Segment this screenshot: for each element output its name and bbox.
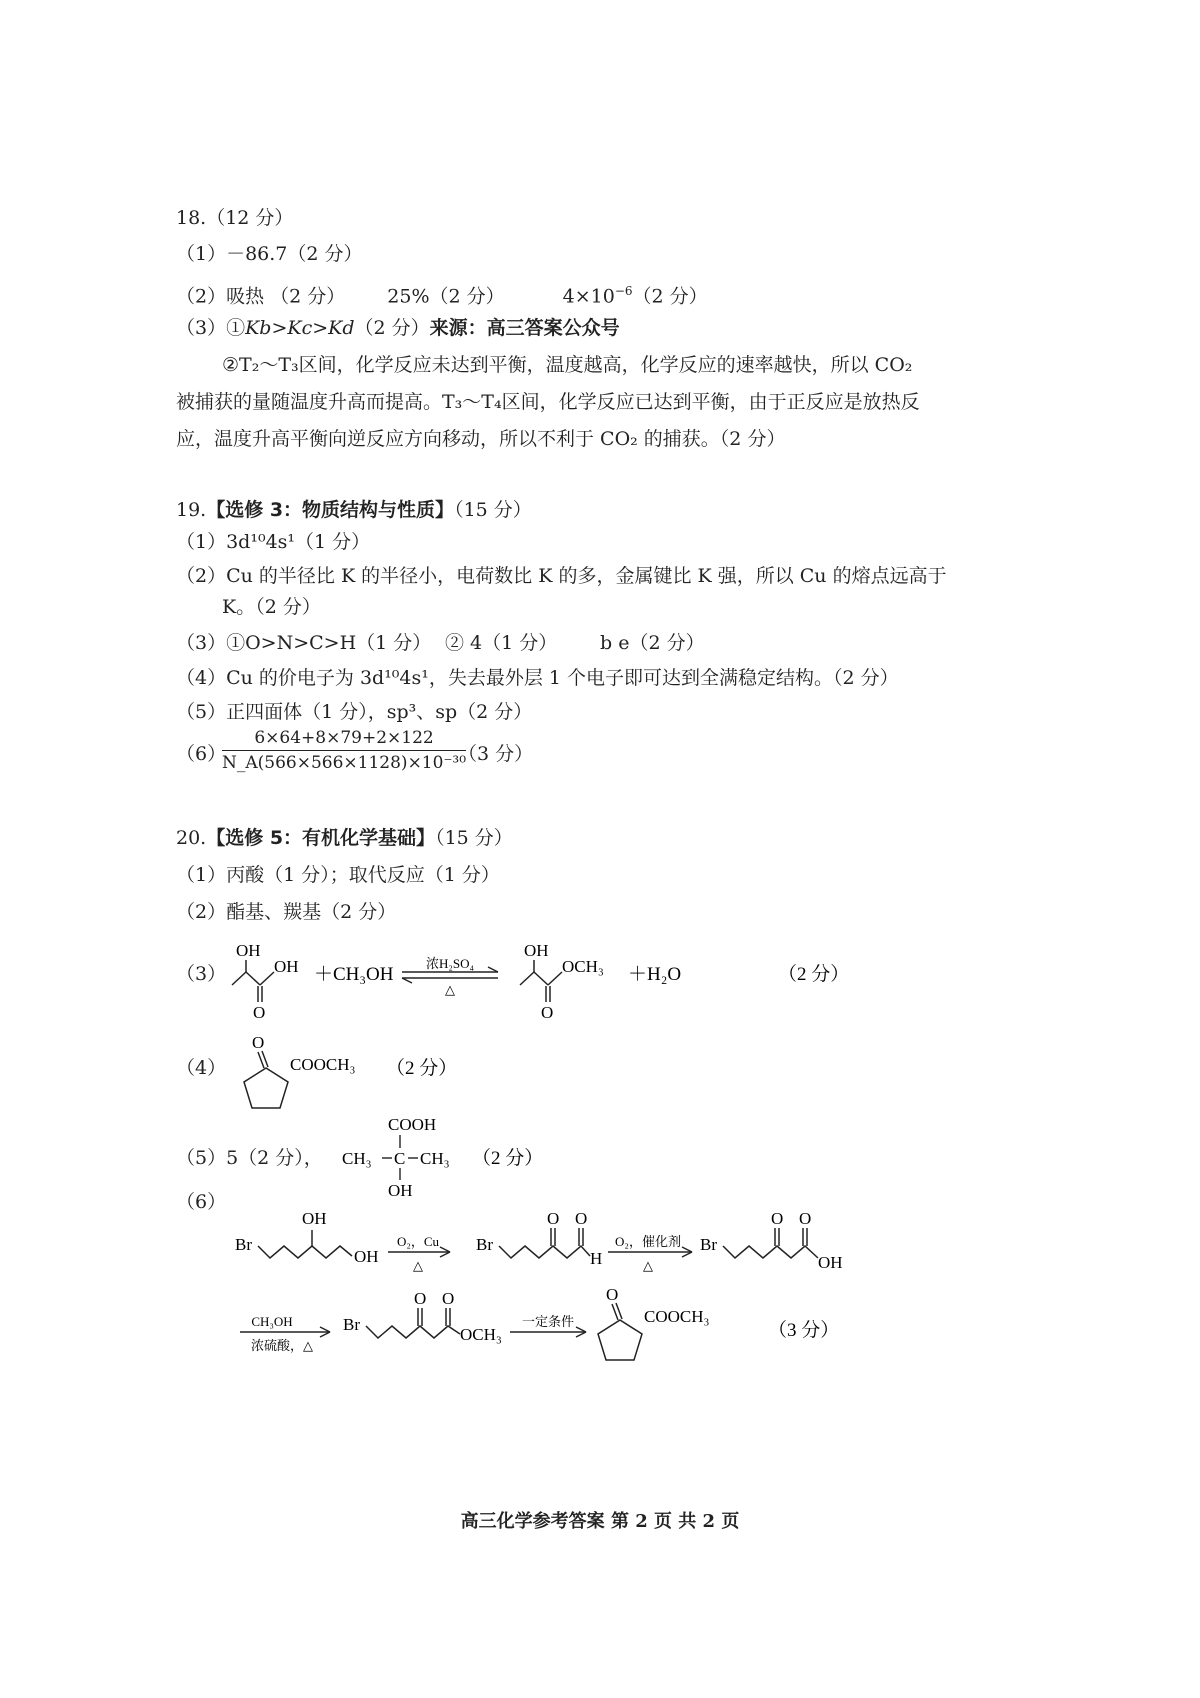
q20-part4-structure xyxy=(0,1030,1200,1120)
q20-part6-synthesis-route xyxy=(0,1200,1200,1380)
route-c1-chain xyxy=(258,1246,352,1258)
q18-part2-suffix: （2 分） xyxy=(632,285,708,308)
q18-part3-suffix: （2 分） xyxy=(354,317,430,339)
q19-part1: （1）3d¹⁰4s¹（1 分） xyxy=(176,531,371,553)
q19-title: 【选修 3：物质结构与性质】 xyxy=(206,499,455,521)
q19-fraction-numerator: 6×64+8×79+2×122 xyxy=(222,728,466,751)
part5-left-ch3: CH₃ xyxy=(342,1149,372,1168)
route-c5-cooch3: COOCH₃ xyxy=(644,1307,710,1326)
q18-source-note: 来源：高三答案公众号 xyxy=(429,317,620,339)
methanol-reactant: ＋CH₃OH xyxy=(314,964,394,985)
q18-part3b-line1: ②T₂～T₃区间，化学反应未达到平衡，温度越高，化学反应的速率越快，所以 CO₂ xyxy=(222,354,913,376)
route-cond4-top: 一定条件 xyxy=(521,1314,575,1329)
route-c4-br: Br xyxy=(343,1315,360,1334)
q19-part4: （4）Cu 的价电子为 3d¹⁰4s¹，失去最外层 1 个电子即可达到全满稳定结构。（2 分） xyxy=(176,667,899,689)
route-cond3-bottom: 浓硫酸，△ xyxy=(251,1338,313,1353)
q18-part2-percent: 25%（2 分） xyxy=(387,285,505,308)
q18-part1: （1）－86.7（2 分） xyxy=(176,243,363,265)
q19-density-fraction xyxy=(222,728,466,773)
q20-part2: （2）酯基、羰基（2 分） xyxy=(176,901,397,923)
route-c3-keto-o: O xyxy=(771,1209,784,1228)
lactic-acid-oh-label: OH xyxy=(274,957,299,976)
route-cond1-bottom: △ xyxy=(413,1258,423,1273)
route-c2-br: Br xyxy=(476,1235,493,1254)
q19-fraction-denominator: N_A(566×566×1128)×10⁻³⁰ xyxy=(222,753,467,773)
q20-part3-equation xyxy=(0,930,1200,1030)
route-c2-h: H xyxy=(590,1249,603,1268)
q18-part2-value: 4×10 xyxy=(562,285,615,308)
q18-part3-prefix: （3）① xyxy=(176,317,246,339)
q18-part2-exponent: −6 xyxy=(614,284,633,298)
route-c5-ring xyxy=(598,1303,642,1360)
route-c4-ester-o: O xyxy=(442,1289,455,1308)
methyl-lactate-och3-label: OCH₃ xyxy=(562,957,604,976)
part5-cooh-label: COOH xyxy=(388,1115,437,1134)
q19-part3a: （3）①O>N>C>H（1 分） xyxy=(176,632,432,654)
q20-number: 20. xyxy=(176,827,207,849)
q19-header xyxy=(176,498,532,522)
q18-part2-prefix: （2）吸热 （2 分） xyxy=(176,285,346,308)
cyclopentanone-ring xyxy=(244,1051,288,1108)
route-c4-och3: OCH₃ xyxy=(460,1325,502,1344)
q20-part3-score: （2 分） xyxy=(778,964,850,985)
route-cond2-bottom: △ xyxy=(643,1258,653,1273)
q18-part3b-line2: 被捕获的量随温度升高而提高。T₃～T₄区间，化学反应已达到平衡，由于正反应是放热反 xyxy=(176,391,920,413)
q20-part6-score: （3 分） xyxy=(768,1320,840,1341)
route-c2-chain xyxy=(499,1246,590,1258)
methyl-lactate-structure xyxy=(520,960,562,1002)
part5-right-ch3: CH₃ xyxy=(420,1149,450,1168)
ring-cooch3-label: COOCH₃ xyxy=(290,1055,356,1074)
q19-part6-score: （3 分） xyxy=(458,743,534,765)
route-c4-keto-o: O xyxy=(414,1289,427,1308)
q20-title: 【选修 5：有机化学基础】 xyxy=(206,827,436,849)
route-c3-chain xyxy=(723,1246,818,1258)
q18-part3 xyxy=(176,316,620,340)
q20-part4-label: （4） xyxy=(176,1057,227,1079)
q19-part5: （5）正四面体（1 分），sp³、sp（2 分） xyxy=(176,701,533,723)
ring-carbonyl-o: O xyxy=(252,1033,265,1052)
route-c3-oh: OH xyxy=(818,1253,843,1272)
lactic-acid-structure xyxy=(232,960,274,1002)
q19-part2-line2: K。（2 分） xyxy=(222,596,321,618)
methyl-lactate-oh-label: OH xyxy=(524,941,549,960)
q19-part6-label: （6） xyxy=(176,743,227,765)
q18-part3b-line3: 应，温度升高平衡向逆反应方向移动，所以不利于 CO₂ 的捕获。（2 分） xyxy=(176,428,786,450)
q20-part4-score: （2 分） xyxy=(386,1058,458,1079)
q19-score: （15 分） xyxy=(454,499,532,521)
q18-part2 xyxy=(176,279,708,308)
page-footer: 高三化学参考答案 第 2 页 共 2 页 xyxy=(460,1511,740,1532)
q19-part2-line1: （2）Cu 的半径比 K 的半径小，电荷数比 K 的多，金属键比 K 强，所以 Cu 的熔点远高于 xyxy=(176,565,947,587)
q20-part1: （1）丙酸（1 分）；取代反应（1 分） xyxy=(176,864,500,886)
lactic-carbonyl-o: O xyxy=(253,1003,266,1022)
equation-condition-top: 浓H₂SO₄ xyxy=(425,956,475,971)
route-c1-br: Br xyxy=(235,1235,252,1254)
route-c5-carbonyl-o: O xyxy=(606,1285,619,1304)
q20-header xyxy=(176,826,513,850)
route-c1-oh-top: OH xyxy=(302,1209,327,1228)
water-product: ＋H₂O xyxy=(628,964,682,985)
methyl-lactate-carbonyl-o: O xyxy=(541,1003,554,1022)
route-c4-chain xyxy=(366,1326,460,1338)
q19-part3c: b e（2 分） xyxy=(600,632,705,654)
route-c1-oh-end: OH xyxy=(354,1247,379,1266)
q18-part3-expression: Kb>Kc>Kd xyxy=(245,317,355,339)
equation-condition-bottom: △ xyxy=(445,982,455,997)
route-cond1-top: O₂，Cu xyxy=(396,1234,440,1249)
route-cond2-top: O₂，催化剂 xyxy=(615,1234,681,1249)
q19-number: 19. xyxy=(176,499,207,521)
part5-central-c: C xyxy=(394,1149,406,1168)
q20-score: （15 分） xyxy=(435,827,513,849)
route-c2-keto-o: O xyxy=(547,1209,560,1228)
route-c3-acid-o: O xyxy=(799,1209,812,1228)
q20-part3-label: （3） xyxy=(176,963,227,985)
q20-part5-label: （5）5（2 分）， xyxy=(176,1147,323,1169)
part5-oh-label: OH xyxy=(388,1181,413,1200)
q20-part6-label: （6） xyxy=(176,1191,227,1213)
q18-header: 18.（12 分） xyxy=(176,207,294,229)
lactic-oh-label: OH xyxy=(236,941,261,960)
route-c2-aldehyde-o: O xyxy=(575,1209,588,1228)
route-cond3-top: CH₃OH xyxy=(251,1314,293,1329)
q19-part3b: ② 4（1 分） xyxy=(445,632,558,654)
q20-part5-score: （2 分） xyxy=(472,1148,544,1169)
route-c3-br: Br xyxy=(700,1235,717,1254)
